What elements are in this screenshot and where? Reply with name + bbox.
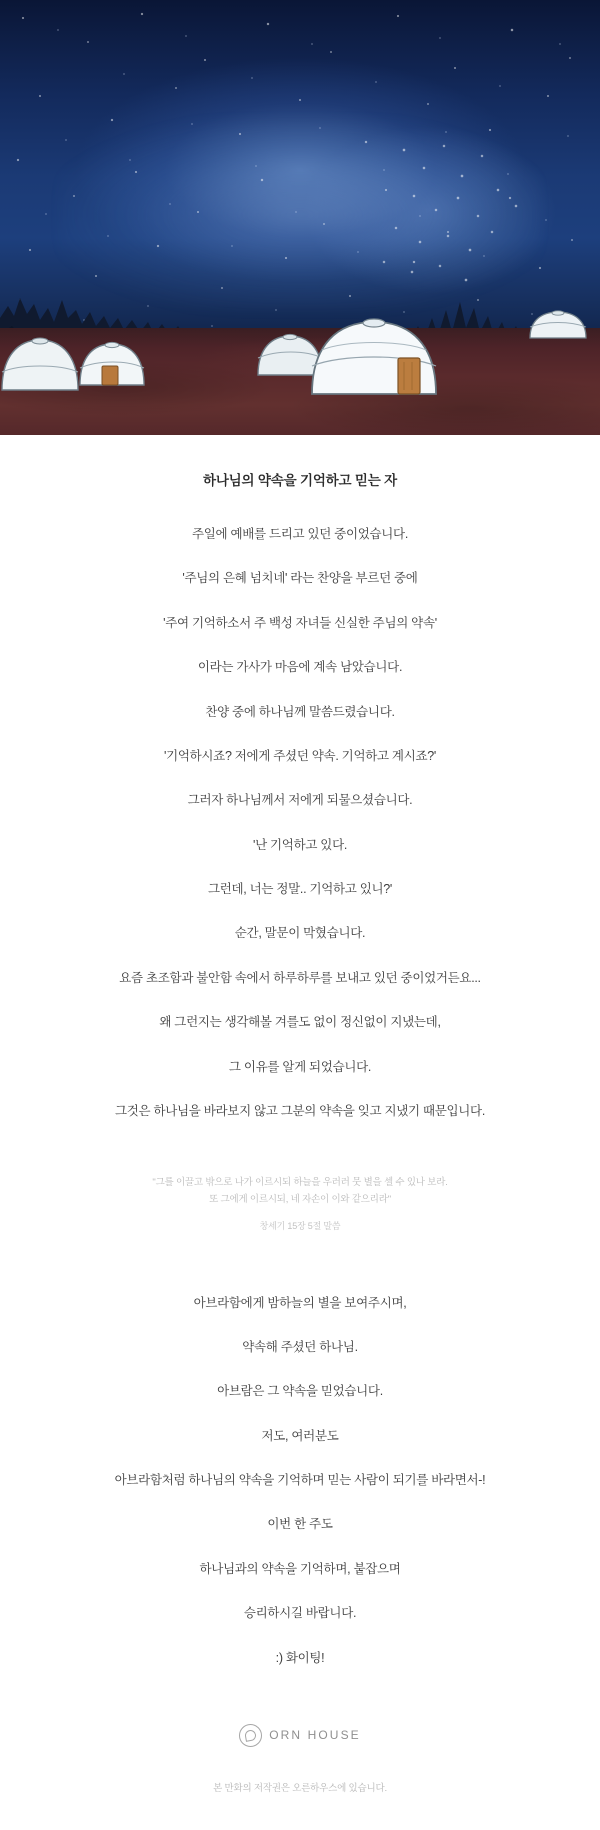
paragraph: 아브라함처럼 하나님의 약속을 기억하며 믿는 사람이 되기를 바라면서-! bbox=[114, 1473, 486, 1487]
paragraph: 그 이유를 알게 되었습니다. bbox=[228, 1059, 372, 1074]
verse-line: "그를 이끌고 밖으로 나가 이르시되 하늘을 우러러 뭇 별을 셀 수 있나 보라. bbox=[152, 1177, 448, 1189]
yurt-group bbox=[0, 0, 600, 435]
paragraph: 아브람은 그 약속을 믿었습니다. bbox=[217, 1384, 383, 1399]
paragraph: 찬양 중에 하나님께 말씀드렸습니다. bbox=[205, 704, 395, 719]
paragraph: 하나님과의 약속을 기억하며, 붙잡으며 bbox=[199, 1561, 401, 1576]
paragraph: 아브라함에게 밤하늘의 별을 보여주시며, bbox=[193, 1295, 407, 1310]
paragraph: '난 기억하고 있다. bbox=[252, 837, 348, 852]
paragraph: 저도, 여러분도 bbox=[261, 1428, 339, 1443]
paragraph: '주님의 은혜 넘치네' 라는 찬양을 부르던 중에 bbox=[182, 571, 418, 586]
night-sky-yurt-camp-illustration bbox=[0, 0, 600, 435]
closing-section bbox=[0, 1294, 600, 1668]
paragraph: 약속해 주셨던 하나님. bbox=[242, 1339, 358, 1354]
page-title: 하나님의 약속을 기억하고 믿는 자 bbox=[203, 473, 397, 488]
paragraph: 왜 그런지는 생각해볼 겨를도 없이 정신없이 지냈는데, bbox=[159, 1015, 441, 1030]
paragraph: '기억하시죠? 저에게 주셨던 약속. 기억하고 계시죠?' bbox=[163, 748, 436, 763]
yurt-center-back bbox=[258, 334, 322, 375]
brand-name: ORN HOUSE bbox=[269, 1728, 361, 1743]
orn-leaf-circle-icon bbox=[239, 1724, 262, 1747]
paragraph: 이번 한 주도 bbox=[267, 1517, 333, 1532]
yurt-far-left bbox=[2, 338, 78, 390]
paragraph: 이라는 가사가 마음에 계속 남았습니다. bbox=[197, 660, 403, 675]
scripture-quote bbox=[0, 1175, 600, 1231]
paragraph: 순간, 말문이 막혔습니다. bbox=[234, 926, 366, 941]
paragraph: :) 화이팅! bbox=[275, 1650, 325, 1665]
article-body bbox=[0, 435, 600, 1830]
yurt-left bbox=[80, 342, 144, 385]
verse-reference: 창세기 15장 5절 말씀 bbox=[259, 1220, 341, 1231]
paragraph: 주일에 예배를 드리고 있던 중이었습니다. bbox=[191, 527, 409, 541]
paragraph: '주여 기억하소서 주 백성 자녀들 신실한 주님의 약속' bbox=[163, 615, 437, 630]
paragraph: 승리하시길 바랍니다. bbox=[243, 1606, 357, 1621]
paragraph: 그런데, 너는 정말.. 기억하고 있니?' bbox=[207, 882, 393, 896]
yurt-far-right bbox=[530, 311, 586, 338]
paragraph: 그것은 하나님을 바라보지 않고 그분의 약속을 잊고 지냈기 때문입니다. bbox=[114, 1103, 486, 1118]
paragraph: 그러자 하나님께서 저에게 되물으셨습니다. bbox=[187, 793, 413, 808]
brand-logo[interactable] bbox=[239, 1724, 361, 1747]
verse-line: 또 그에게 이르시되, 네 자손이 이와 같으리라" bbox=[209, 1193, 391, 1205]
copyright-notice: 본 만화의 저작권은 오른하우스에 있습니다. bbox=[213, 1782, 387, 1794]
yurt-main bbox=[312, 319, 436, 394]
paragraph: 요즘 초조함과 불안함 속에서 하루하루를 보내고 있던 중이었거든요... bbox=[119, 970, 481, 985]
page-footer bbox=[0, 1724, 600, 1830]
